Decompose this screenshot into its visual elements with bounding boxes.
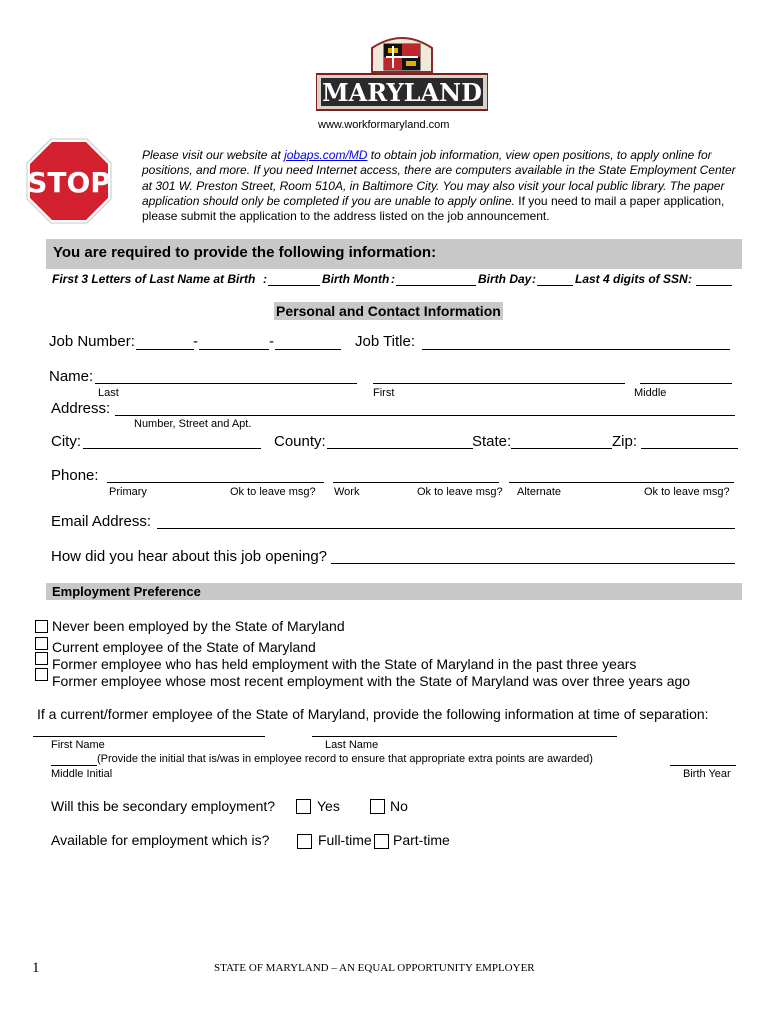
last-name-field[interactable] xyxy=(95,383,357,384)
full-time-label: Full-time xyxy=(318,832,372,848)
option-never-checkbox[interactable] xyxy=(35,620,48,633)
email-field[interactable] xyxy=(157,528,735,529)
city-field[interactable] xyxy=(83,448,261,449)
ssn-field[interactable] xyxy=(696,285,732,286)
option-never-label: Never been employed by the State of Maryland xyxy=(52,618,345,634)
birth-month-field[interactable] xyxy=(396,285,476,286)
initial-note: (Provide the initial that is/was in employee record to ensure that appropriate extra points are awarded) xyxy=(97,753,593,765)
part-time-label: Part-time xyxy=(393,832,450,848)
address-field[interactable] xyxy=(115,415,735,416)
first-name-field[interactable] xyxy=(373,383,625,384)
option-current-checkbox[interactable] xyxy=(35,637,48,650)
primary-ok-caption: Ok to leave msg? xyxy=(230,486,316,498)
phone-label: Phone: xyxy=(51,467,99,484)
job-title-field[interactable] xyxy=(422,349,730,350)
job-number-field-2[interactable] xyxy=(199,349,269,350)
state-field[interactable] xyxy=(511,448,612,449)
state-label: State: xyxy=(472,433,512,450)
secondary-no-checkbox[interactable] xyxy=(370,799,385,814)
primary-phone-field[interactable] xyxy=(107,482,324,483)
option-former-over-label: Former employee whose most recent employment with the State of Maryland was over three years ago xyxy=(52,673,691,689)
full-time-checkbox[interactable] xyxy=(297,834,312,849)
footer-text: STATE OF MARYLAND – AN EQUAL OPPORTUNITY EMPLOYER xyxy=(214,962,535,974)
job-number-field-1[interactable] xyxy=(136,349,194,350)
birth-day-field[interactable] xyxy=(537,285,573,286)
intro-paragraph: Please visit our website at jobaps.com/MD to obtain job information, view open positions, to apply online for positions, and more. If you need Internet access, there are computers available in the State Employment Center at 301 W. Preston Street, Room 510A, in Baltimore City. You may also visit your local public library. The paper application should only be completed if you are unable to apply online. If you need to mail a paper application, please submit the application to the address listed on the job announcement. xyxy=(142,148,736,224)
website-url[interactable]: www.workformaryland.com xyxy=(318,119,450,131)
birth-month-label: Birth Month xyxy=(322,272,390,286)
available-question: Available for employment which is? xyxy=(51,832,270,848)
city-label: City: xyxy=(51,433,81,450)
option-former-recent-checkbox[interactable] xyxy=(35,652,48,665)
jobaps-link[interactable]: jobaps.com/MD xyxy=(284,148,368,162)
address-label: Address: xyxy=(51,400,111,417)
employment-heading: Employment Preference xyxy=(52,584,201,599)
zip-field[interactable] xyxy=(641,448,738,449)
job-number-label: Job Number: xyxy=(49,333,135,350)
alternate-phone-field[interactable] xyxy=(509,482,734,483)
page-number: 1 xyxy=(32,960,40,976)
work-ok-caption: Ok to leave msg? xyxy=(417,486,503,498)
hear-field[interactable] xyxy=(331,563,735,564)
sep-last-name-field[interactable] xyxy=(312,736,617,737)
email-label: Email Address: xyxy=(51,513,152,530)
last-name-caption: Last Name xyxy=(325,739,379,751)
option-former-over-checkbox[interactable] xyxy=(35,668,48,681)
hear-label: How did you hear about this job opening? xyxy=(51,548,328,565)
middle-initial-field[interactable] xyxy=(51,765,97,766)
zip-label: Zip: xyxy=(612,433,638,450)
name-label: Name: xyxy=(49,368,94,385)
personal-heading: Personal and Contact Information xyxy=(276,303,501,319)
secondary-yes-label: Yes xyxy=(317,798,340,814)
secondary-question: Will this be secondary employment? xyxy=(51,798,276,814)
stop-sign-icon xyxy=(26,138,112,224)
maryland-logo xyxy=(316,34,488,112)
last3-field[interactable] xyxy=(268,285,320,286)
county-label: County: xyxy=(274,433,326,450)
option-former-recent-label: Former employee who has held employment with the State of Maryland in the past three years xyxy=(52,656,637,672)
work-caption: Work xyxy=(334,486,360,498)
first-name-caption: First Name xyxy=(51,739,105,751)
last3-label: First 3 Letters of Last Name at Birth xyxy=(52,272,256,286)
middle-name-field[interactable] xyxy=(640,383,732,384)
last-caption: Last xyxy=(98,387,119,399)
middle-caption: Middle xyxy=(634,387,667,399)
birth-year-caption: Birth Year xyxy=(683,768,731,780)
part-time-checkbox[interactable] xyxy=(374,834,389,849)
job-title-label: Job Title: xyxy=(355,333,416,350)
option-current-label: Current employee of the State of Maryland xyxy=(52,639,316,655)
secondary-no-label: No xyxy=(390,798,408,814)
logo-text: MARYLAND xyxy=(322,78,482,107)
secondary-yes-checkbox[interactable] xyxy=(296,799,311,814)
middle-initial-caption: Middle Initial xyxy=(51,768,113,780)
ssn-label: Last 4 digits of SSN xyxy=(575,272,688,286)
county-field[interactable] xyxy=(327,448,473,449)
separation-note: If a current/former employee of the State of Maryland, provide the following information at time of separation: xyxy=(37,706,709,722)
required-info-heading: You are required to provide the following information: xyxy=(53,244,437,261)
primary-caption: Primary xyxy=(109,486,147,498)
alternate-caption: Alternate xyxy=(517,486,562,498)
first-caption: First xyxy=(373,387,395,399)
alternate-ok-caption: Ok to leave msg? xyxy=(644,486,730,498)
stop-text: STOP xyxy=(27,166,111,199)
work-phone-field[interactable] xyxy=(333,482,499,483)
street-caption: Number, Street and Apt. xyxy=(134,418,252,430)
job-number-field-3[interactable] xyxy=(275,349,341,350)
birth-year-field[interactable] xyxy=(670,765,736,766)
birth-day-label: Birth Day xyxy=(478,272,532,286)
sep-first-name-field[interactable] xyxy=(33,736,265,737)
